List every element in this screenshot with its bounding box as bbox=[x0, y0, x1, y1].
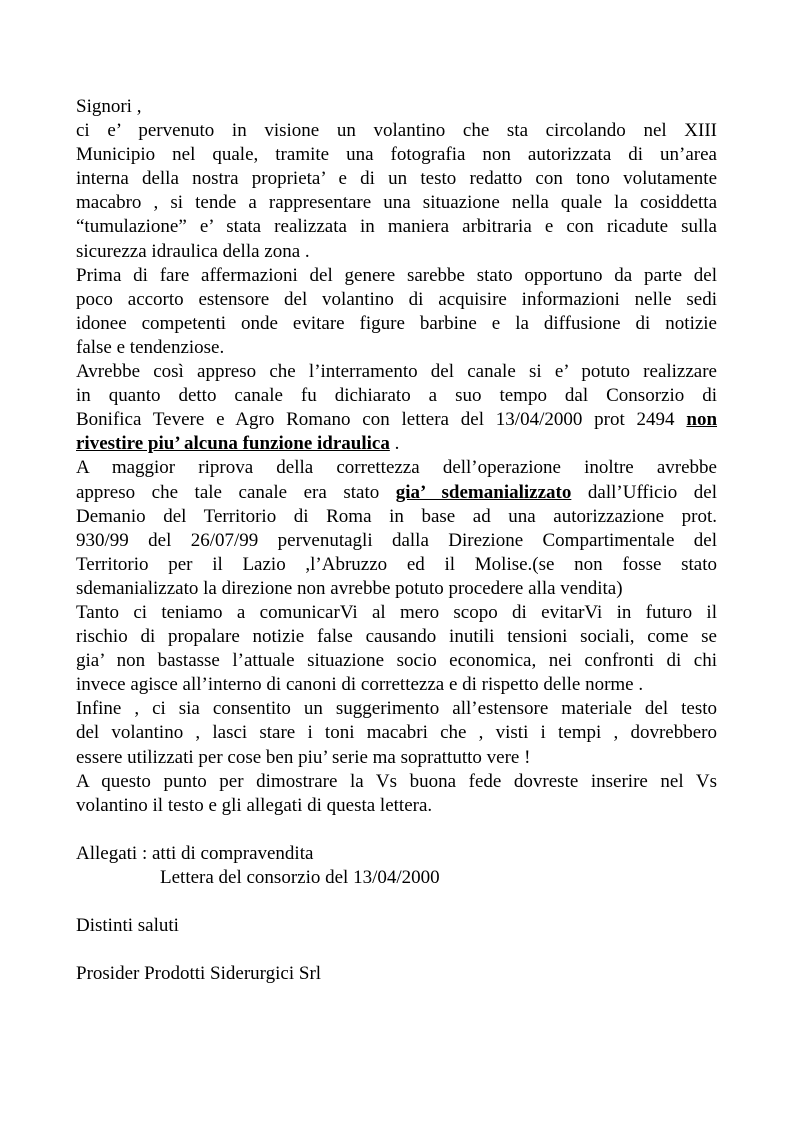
attachments-label: Allegati : atti di compravendita bbox=[76, 842, 314, 864]
paragraph-7 bbox=[76, 770, 717, 818]
text-line: 930/99 del 26/07/99 pervenutagli dalla Direzione Compartimentale del bbox=[76, 529, 717, 551]
spacer bbox=[76, 938, 717, 962]
text-segment: Bonifica Tevere e Agro Romano con lettera del 13/04/2000 prot 2494 bbox=[76, 409, 675, 431]
text-line: Demanio del Territorio di Roma in base ad una autorizzazione prot. bbox=[76, 505, 717, 527]
text-line bbox=[76, 432, 717, 456]
text-line: Territorio per il Lazio ,l’Abruzzo ed il Molise.(se non fosse stato bbox=[76, 553, 717, 575]
text-line: macabro , si tende a rappresentare una situazione nella quale la cosiddetta bbox=[76, 192, 717, 214]
text-line: “tumulazione” e’ stata realizzata in maniera arbitraria e con ricadute sulla bbox=[76, 216, 717, 238]
text-segment: . bbox=[389, 433, 400, 455]
text-line: Infine , ci sia consentito un suggerimento all’estensore materiale del testo bbox=[76, 698, 717, 720]
text-line: del volantino , lasci stare i toni macabri che , visti i tempi , dovrebbero bbox=[76, 722, 717, 744]
emphasis-funzione-idraulica: rivestire piu’ alcuna funzione idraulica bbox=[76, 433, 390, 455]
text-line: Avrebbe così appreso che l’interramento del canale si e’ potuto realizzare bbox=[76, 361, 717, 383]
text-line: Prima di fare affermazioni del genere sarebbe stato opportuno da parte del bbox=[76, 264, 717, 286]
paragraph-2 bbox=[76, 264, 717, 360]
paragraph-4 bbox=[76, 456, 717, 601]
text-line: essere utilizzati per cose ben piu’ serie ma soprattutto vere ! bbox=[76, 746, 531, 768]
text-line: sicurezza idraulica della zona . bbox=[76, 240, 310, 262]
text-line bbox=[76, 481, 717, 505]
text-line: rischio di propalare notizie false causando inutili tensioni sociali, come se bbox=[76, 626, 717, 648]
text-line: gia’ non bastasse l’attuale situazione socio economica, nei confronti di chi bbox=[76, 650, 717, 672]
paragraph-1 bbox=[76, 119, 717, 264]
text-line: idonee competenti onde evitare figure barbine e la diffusione di notizie bbox=[76, 312, 717, 334]
paragraph-5 bbox=[76, 601, 717, 697]
closing: Distinti saluti bbox=[76, 915, 179, 937]
text-segment: dall’Ufficio del bbox=[571, 481, 718, 503]
text-line: sdemanializzato la direzione non avrebbe potuto procedere alla vendita) bbox=[76, 577, 623, 599]
paragraph-3 bbox=[76, 360, 717, 456]
spacer bbox=[76, 890, 717, 914]
paragraph-6 bbox=[76, 697, 717, 769]
attachments bbox=[76, 842, 717, 890]
text-line: ci e’ pervenuto in visione un volantino che sta circolando nel XIII bbox=[76, 120, 717, 142]
text-line: in quanto detto canale fu dichiarato a suo tempo dal Consorzio di bbox=[76, 385, 717, 407]
emphasis-non: non bbox=[686, 409, 718, 431]
attachment-item: Lettera del consorzio del 13/04/2000 bbox=[160, 867, 440, 888]
salutation: Signori , bbox=[76, 96, 142, 117]
text-line: A maggior riprova della correttezza dell’operazione inoltre avrebbe bbox=[76, 457, 717, 479]
emphasis-sdemanializzato: gia’ sdemanializzato bbox=[395, 481, 572, 503]
text-line: Tanto ci teniamo a comunicarVi al mero scopo di evitarVi in futuro il bbox=[76, 601, 717, 623]
text-line: poco accorto estensore del volantino di acquisire informazioni nelle sedi bbox=[76, 288, 717, 310]
signature: Prosider Prodotti Siderurgici Srl bbox=[76, 963, 322, 985]
text-line: interna della nostra proprieta’ e di un testo redatto con tono volutamente bbox=[76, 168, 717, 190]
text-segment: appreso che tale canale era stato bbox=[76, 481, 396, 503]
spacer bbox=[76, 818, 717, 842]
text-line: Municipio nel quale, tramite una fotografia non autorizzata di un’area bbox=[76, 144, 717, 166]
letter-body bbox=[76, 95, 717, 986]
text-line: volantino il testo e gli allegati di questa lettera. bbox=[76, 794, 433, 816]
text-line bbox=[76, 408, 717, 432]
text-line: false e tendenziose. bbox=[76, 336, 225, 358]
text-line: invece agisce all’interno di canoni di correttezza e di rispetto delle norme . bbox=[76, 674, 644, 696]
text-line: A questo punto per dimostrare la Vs buona fede dovreste inserire nel Vs bbox=[76, 770, 717, 792]
